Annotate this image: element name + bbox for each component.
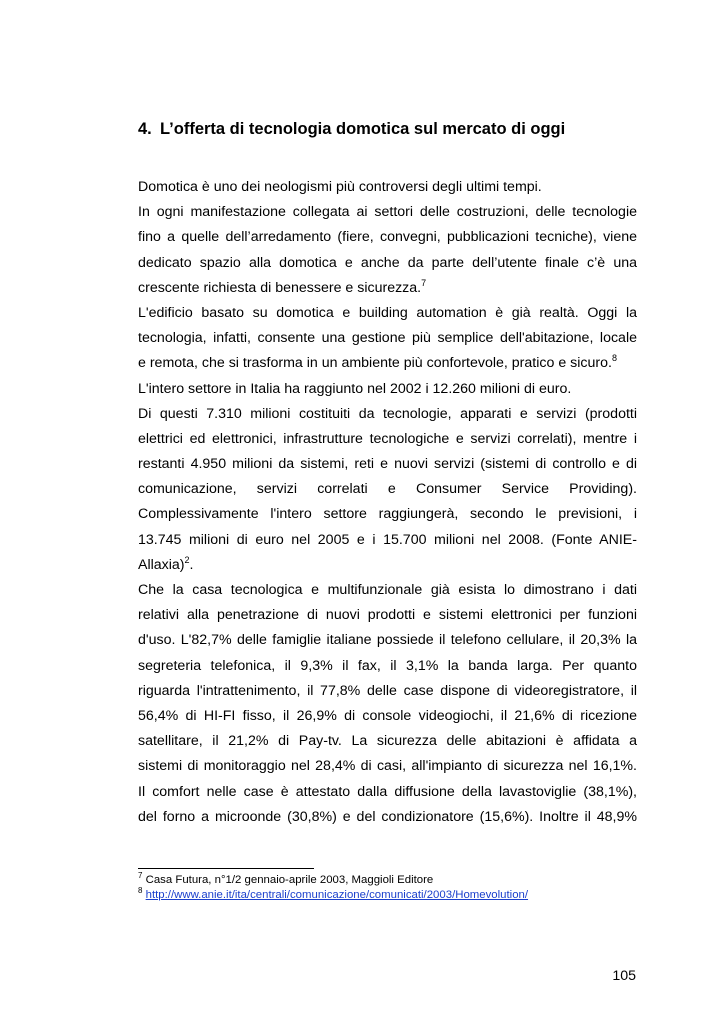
footnote-ref-2[interactable]: 2 [184,554,190,565]
text-line: satellitare, il 21,2% di Pay-tv. La sicurezza delle abitazioni è affidata a [138,733,637,750]
text-line: 56,4% di HI-FI fisso, il 26,9% di console videogiochi, il 21,6% di ricezione [138,707,637,724]
text-line: fino a quelle dell’arredamento (fiere, convegni, pubblicazioni tecniche), viene [138,229,637,246]
footnotes [138,873,637,903]
text-line: L'edificio basato su domotica e building automation è già realtà. Oggi la [138,304,637,321]
text-line: tecnologia, infatti, consente una gestione più semplice dell'abitazione, locale [138,330,637,347]
text-line-content: crescente richiesta di benessere e sicurezza. [138,279,422,296]
text-line-content: e remota, che si trasforma in un ambiente più confortevole, pratico e sicuro. [138,355,612,372]
text-line: relativi alla penetrazione di nuovi prodotti e sistemi elettronici per funzioni [138,607,637,624]
text-line: Il comfort nelle case è attestato dalla diffusione della lavastoviglie (38,1%), [138,783,637,800]
page-number: 105 [612,968,636,984]
text-line: elettrici ed elettronici, infrastrutture tecnologiche e servizi correlati), mentre i [138,430,637,447]
text-line: restanti 4.950 milioni da sistemi, reti e nuovi servizi (sistemi di controllo e di [138,456,637,473]
section-heading [138,118,638,140]
text-line: 13.745 milioni di euro nel 2005 e i 15.700 milioni nel 2008. (Fonte ANIE- [138,531,637,548]
footnote-ref-8[interactable]: 8 [611,353,617,364]
text-line: comunicazione, servizi correlati e Consumer Service Providing). [138,481,637,498]
text-line: riguarda l'intrattenimento, il 77,8% delle case dispone di videoregistratore, il [138,682,637,699]
text-line: Che la casa tecnologica e multifunzionale già esista lo dimostrano i dati [138,582,637,598]
footnote-marker: 7 [138,871,143,880]
text-line: dedicato spazio alla domotica e anche da parte dell’utente finale c’è una [138,254,637,271]
footnote-divider [138,868,314,869]
section-title: L’offerta di tecnologia domotica sul mercato di oggi [160,120,566,138]
text-line: sistemi di monitoraggio nel 28,4% di casi, all'impianto di sicurezza nel 16,1%. [138,758,637,775]
text-line: segreteria telefonica, il 9,3% il fax, il 3,1% la banda larga. Per quanto [138,657,637,674]
footnote-marker: 8 [138,886,143,895]
text-line: Domotica è uno dei neologismi più controversi degli ultimi tempi. [138,179,542,195]
text-line [138,553,637,578]
text-line: Complessivamente l'intero settore raggiungerà, secondo le previsioni, i [138,506,637,523]
footnote-link[interactable]: http://www.anie.it/ita/centrali/comunicazione/comunicati/2003/Homevolution/ [145,889,529,901]
text-line: In ogni manifestazione collegata ai settori delle costruzioni, delle tecnologie [138,204,637,221]
text-line-content: Allaxia) [138,556,185,573]
footnote-8 [138,888,637,903]
body-text [138,175,637,830]
footnote-text: Casa Futura, n°1/2 gennaio-aprile 2003, Maggioli Editore [145,874,434,886]
text-line: del forno a microonde (30,8%) e del condizionatore (15,6%). Inoltre il 48,9% [138,808,637,825]
text-line [138,351,637,376]
text-line: d'uso. L'82,7% delle famiglie italiane possiede il telefono cellulare, il 20,3% la [138,632,637,649]
footnote-ref-7[interactable]: 7 [421,277,427,288]
sentence-period: . [189,556,194,573]
section-number: 4. [138,120,152,138]
text-line [138,276,637,301]
text-line: Di questi 7.310 milioni costituiti da tecnologie, apparati e servizi (prodotti [138,405,637,422]
text-line: L'intero settore in Italia ha raggiunto nel 2002 i 12.260 milioni di euro. [138,380,572,397]
footnote-7 [138,873,637,888]
